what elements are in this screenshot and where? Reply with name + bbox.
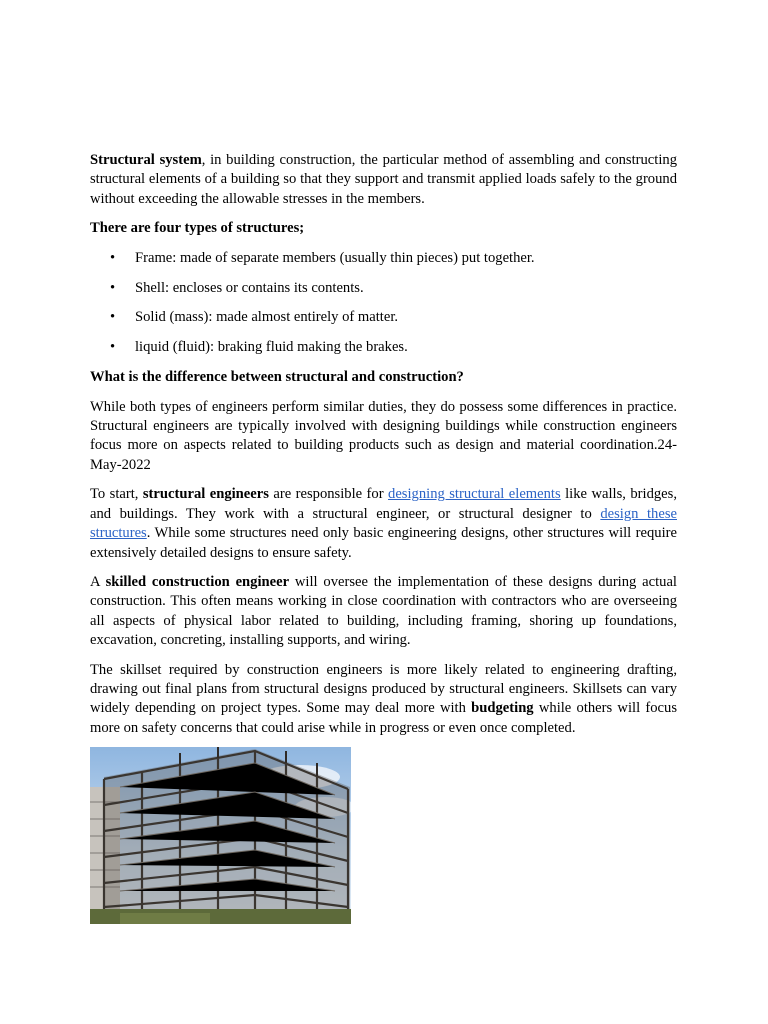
site-fence <box>120 913 210 924</box>
design-these-structures-link[interactable]: design these structures <box>90 505 677 542</box>
skillset-text-2: while others will focus more on safety concerns that could arise while in progress or even once completed. <box>90 700 677 736</box>
intro-paragraph <box>90 151 677 209</box>
types-list <box>90 249 677 358</box>
difference-heading <box>90 368 677 387</box>
list-item <box>90 249 677 268</box>
bullet-icon: • <box>110 339 116 356</box>
types-heading-text: There are four types of structures; <box>90 220 305 237</box>
structural-bold: structural engineers <box>142 486 269 503</box>
difference-paragraph: While both types of engineers perform similar duties, they do possess some differences in practice. Structural engineers are typically involved with designing buildings while construction engineers focus more on aspects related to building products such as design and material coordination.24-May-2022 <box>90 398 677 473</box>
construction-text-2: will oversee the implementation of these designs during actual construction. This often means working in close coordination with contractors who are overseeing all aspects of physical labor related to building, including framing, shoring up foundations, excavation, concreting, installing supports, and wiring. <box>90 573 677 649</box>
intro-text: , in building construction, the particular method of assembling and constructing structural elements of a building so that they support and transmit applied loads safely to the ground without exceeding the allowable stresses in the members. <box>90 152 677 207</box>
skillset-text-1: The skillset required by construction engineers is more likely related to engineering drafting, drawing out final plans from structural designs produced by structural engineers. Skillsets can vary widely depending on project types. Some may deal more with <box>90 661 677 717</box>
bullet-icon: • <box>110 249 116 266</box>
construction-paragraph <box>90 573 677 651</box>
list-item-text: liquid (fluid): braking fluid making the brakes. <box>135 339 408 356</box>
document-body <box>90 151 677 748</box>
list-item-text: Frame: made of separate members (usually thin pieces) put together. <box>135 249 535 266</box>
structural-text-4: . While some structures need only basic engineering designs, other structures will require extensively detailed designs to ensure safety. <box>90 525 677 561</box>
bullet-icon: • <box>110 309 116 326</box>
skillset-bold: budgeting <box>471 700 534 717</box>
list-item-text: Shell: encloses or contains its contents. <box>135 279 364 296</box>
intro-term: Structural system <box>90 152 202 168</box>
list-item <box>90 308 677 327</box>
structural-paragraph <box>90 485 677 563</box>
structural-text-2: are responsible for <box>268 486 389 503</box>
bullet-icon: • <box>110 279 116 296</box>
list-item <box>90 279 677 298</box>
structural-text-3: like walls, bridges, and buildings. They work with a structural engineer, or structural designer to <box>90 486 677 522</box>
designing-structural-elements-link[interactable]: designing structural elements <box>388 486 561 503</box>
construction-bold: skilled construction engineer <box>105 573 290 590</box>
construction-text-1: A <box>90 573 106 590</box>
steel-frame-building-photo <box>90 747 351 924</box>
types-heading <box>90 219 677 238</box>
structural-text-1: To start, <box>90 486 143 503</box>
list-item <box>90 338 677 357</box>
difference-heading-text: What is the difference between structural and construction? <box>90 369 464 386</box>
list-item-text: Solid (mass): made almost entirely of matter. <box>135 309 399 326</box>
skillset-paragraph <box>90 661 677 739</box>
